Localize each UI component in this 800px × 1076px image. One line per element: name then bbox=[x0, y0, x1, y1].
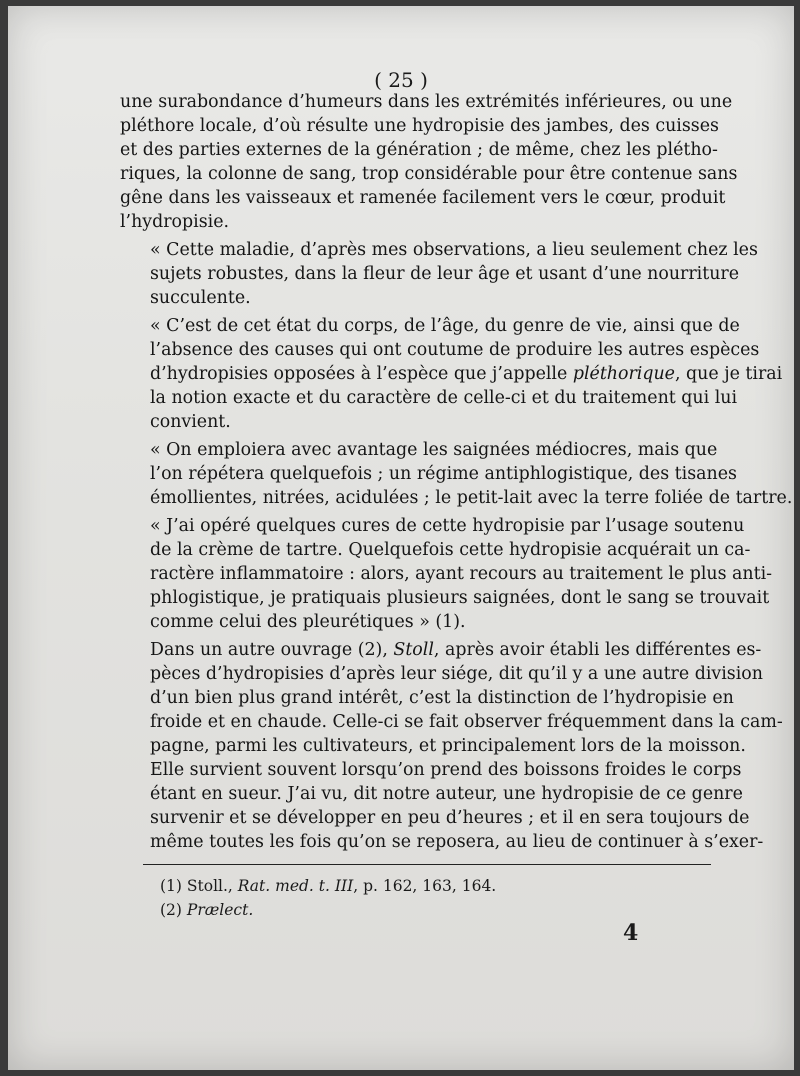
text-line: « Cette maladie, d’après mes observations, a lieu seulement chez les bbox=[150, 240, 758, 260]
footnote-mark: (2) bbox=[160, 901, 187, 919]
italic-term: Rat. med. t. III bbox=[237, 877, 354, 895]
signature-mark: 4 bbox=[623, 920, 639, 946]
text-line: pagne, parmi les cultivateurs, et principalement lors de la moisson. bbox=[150, 736, 746, 756]
text-line: « C’est de cet état du corps, de l’âge, du genre de vie, ainsi que de bbox=[150, 316, 740, 336]
footnote bbox=[160, 898, 680, 922]
paragraph bbox=[120, 90, 738, 234]
text-line: sujets robustes, dans la fleur de leur âge et usant d’une nourriture bbox=[150, 264, 740, 284]
text-line: froide et en chaude. Celle-ci se fait observer fréquemment dans la cam- bbox=[150, 712, 783, 732]
text-line: « On emploiera avec avantage les saignées médiocres, mais que bbox=[150, 440, 718, 460]
text-line: d’hydropisies opposées à l’espèce que j’appelle pléthorique, que je tirai bbox=[150, 364, 783, 384]
text-line: étant en sueur. J’ai vu, dit notre auteur, une hydropisie de ce genre bbox=[150, 784, 743, 804]
footnote bbox=[160, 874, 680, 898]
text-line: l’on répétera quelquefois ; un régime antiphlogistique, des tisanes bbox=[150, 464, 737, 484]
text-line: et des parties externes de la génération ; de même, chez les plétho- bbox=[120, 140, 718, 160]
italic-term: Prælect. bbox=[186, 901, 254, 919]
paragraph bbox=[120, 514, 773, 634]
paragraph bbox=[120, 314, 783, 434]
text-line: d’un bien plus grand intérêt, c’est la distinction de l’hydropisie en bbox=[150, 688, 734, 708]
text-line: de la crème de tartre. Quelquefois cette hydropisie acquérait un ca- bbox=[150, 540, 751, 560]
text-line: Elle survient souvent lorsqu’on prend des boissons froides le corps bbox=[150, 760, 742, 780]
italic-term: pléthorique bbox=[572, 364, 675, 384]
text-line: même toutes les fois qu’on se reposera, au lieu de continuer à s’exer- bbox=[150, 832, 764, 852]
footnotes bbox=[160, 874, 680, 922]
page-number: ( 25 ) bbox=[374, 68, 428, 92]
text-line: succulente. bbox=[150, 288, 251, 308]
paragraph bbox=[120, 238, 758, 310]
text-line: ractère inflammatoire : alors, ayant recours au traitement le plus anti- bbox=[150, 564, 773, 584]
footnote-mark: (1) bbox=[160, 877, 187, 895]
book-page bbox=[8, 6, 794, 1070]
text-line: « J’ai opéré quelques cures de cette hydropisie par l’usage soutenu bbox=[150, 516, 745, 536]
text-line: survenir et se développer en peu d’heures ; et il en sera toujours de bbox=[150, 808, 750, 828]
text-line: riques, la colonne de sang, trop considérable pour être contenue sans bbox=[120, 164, 738, 184]
text-line: gêne dans les vaisseaux et ramenée facilement vers le cœur, produit bbox=[120, 188, 726, 208]
footnote-separator bbox=[143, 864, 711, 865]
text-line: l’hydropisie. bbox=[120, 212, 230, 232]
text-line: phlogistique, je pratiquais plusieurs saignées, dont le sang se trouvait bbox=[150, 588, 770, 608]
text-line: une surabondance d’humeurs dans les extrémités inférieures, ou une bbox=[120, 92, 733, 112]
text-line: émollientes, nitrées, acidulées ; le petit-lait avec la terre foliée de tartre. bbox=[150, 488, 793, 508]
paragraph bbox=[120, 438, 793, 510]
text-line: la notion exacte et du caractère de celle-ci et du traitement qui lui bbox=[150, 388, 738, 408]
footnote-text bbox=[187, 901, 253, 919]
text-line: convient. bbox=[150, 412, 231, 432]
paragraph bbox=[120, 638, 783, 854]
text-line: comme celui des pleurétiques » (1). bbox=[150, 612, 466, 632]
footnote-text: Stoll., Rat. med. t. III, p. 162, 163, 164. bbox=[186, 877, 497, 895]
italic-term: Stoll bbox=[393, 640, 434, 660]
main-text bbox=[120, 90, 793, 858]
text-line: pèces d’hydropisies d’après leur siége, dit qu’il y a une autre division bbox=[150, 664, 763, 684]
text-line: l’absence des causes qui ont coutume de produire les autres espèces bbox=[150, 340, 760, 360]
text-line: Dans un autre ouvrage (2), Stoll, après avoir établi les différentes es- bbox=[150, 640, 762, 660]
text-line: pléthore locale, d’où résulte une hydropisie des jambes, des cuisses bbox=[120, 116, 719, 136]
